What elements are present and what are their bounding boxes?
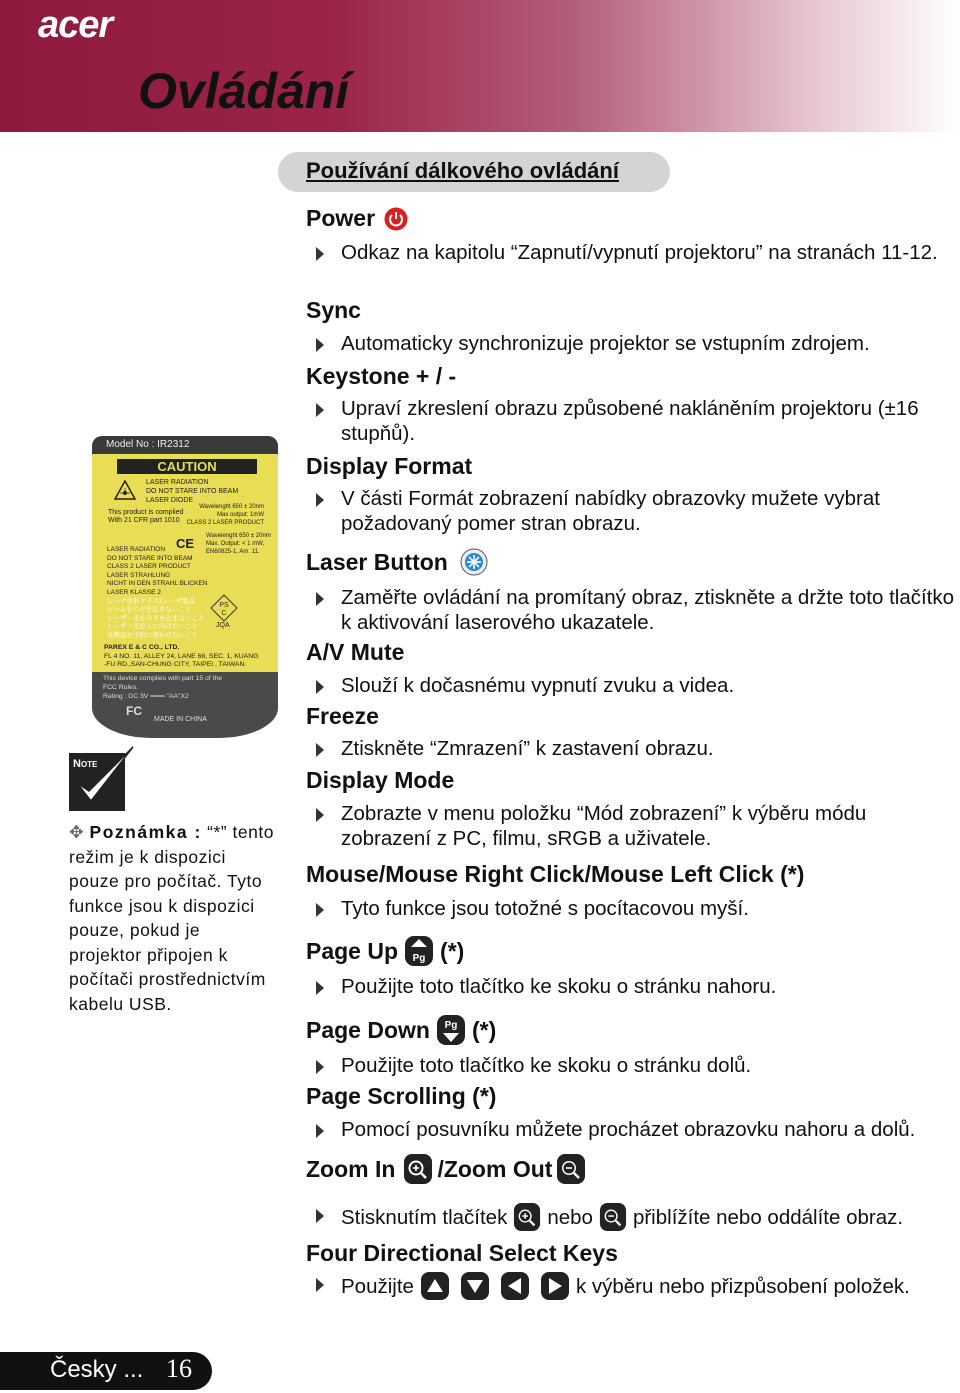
note-body: tento režim je k dispozici pouze pro počítač. Tyto funkce jsou k dispozici pouze, pokud je projektor připojen k počítači prostřednictvím kabelu USB. bbox=[69, 822, 274, 1014]
bullet-arrow-icon bbox=[316, 1278, 324, 1292]
footer-language: Česky ... bbox=[50, 1356, 144, 1383]
pg-label: Pg bbox=[412, 953, 426, 964]
acer-logo: acer bbox=[38, 4, 113, 46]
heading-power bbox=[306, 205, 409, 232]
svg-text:C: C bbox=[221, 610, 227, 617]
heading-page-up-text: Page Up bbox=[306, 937, 399, 964]
label-model: Model No : IR2312 bbox=[92, 436, 278, 454]
power-icon bbox=[383, 206, 409, 232]
bullet-arrow-icon bbox=[316, 743, 324, 757]
bullet-display-format: V části Formát zobrazení nabídky obrazovky mužete vybrat požadovaný pomer stran obrazu. bbox=[316, 486, 956, 536]
bullet-av-mute: Slouží k dočasnému vypnutí zvuku a videa. bbox=[316, 673, 956, 698]
heading-zoom-in-text: Zoom In bbox=[306, 1155, 396, 1182]
heading-page-up-suffix: (*) bbox=[440, 937, 465, 964]
svg-text:PS: PS bbox=[219, 602, 229, 609]
zoom-out-icon bbox=[556, 1153, 586, 1185]
heading-mouse: Mouse/Mouse Right Click/Mouse Left Click (*) bbox=[306, 861, 805, 887]
label-wavelength1: Wavelenght 650 ± 20nm Max output: 1mW CLASS 2 LASER PRODUCT bbox=[186, 504, 264, 526]
note-diamond-icon: ✥ bbox=[69, 822, 85, 842]
pg-label: Pg bbox=[444, 1020, 458, 1031]
bullet-keystone: Upraví zkreslení obrazu způsobené nakláněním projektoru (±16 stupňů). bbox=[316, 396, 956, 446]
bullet-mouse: Tyto funkce jsou totožné s pocítacovou myší. bbox=[316, 896, 956, 921]
page-down-icon bbox=[436, 1014, 466, 1046]
label-complied: This product is complied With 21 CFR part 1010 bbox=[108, 509, 184, 524]
made-in-china: MADE IN CHINA bbox=[154, 716, 207, 723]
bullet-zoom: Stisknutím tlačítek nebo přiblížíte nebo oddálíte obraz. bbox=[316, 1202, 956, 1232]
remote-product-label bbox=[92, 436, 278, 738]
heading-four-directional: Four Directional Select Keys bbox=[306, 1240, 618, 1266]
bullet-sync: Automaticky synchronizuje projektor se vstupním zdrojem. bbox=[316, 331, 956, 356]
bullet-arrow-icon bbox=[316, 981, 324, 995]
psc-mark-icon bbox=[210, 594, 238, 622]
label-caution: CAUTION bbox=[117, 459, 257, 474]
note-checkmark-icon bbox=[69, 745, 137, 811]
heading-laser-button bbox=[306, 548, 488, 576]
heading-power-text: Power bbox=[306, 205, 376, 231]
bullet-arrow-icon bbox=[316, 1124, 324, 1138]
heading-av-mute: A/V Mute bbox=[306, 639, 405, 665]
bullet-display-mode: Zobrazte v menu položku “Mód zobrazení” k výběru módu zobrazení z PC, filmu, sRGB a uživatele. bbox=[316, 801, 956, 851]
heading-zoom bbox=[306, 1153, 586, 1185]
jqa-mark: JQA bbox=[216, 622, 230, 629]
bullet-four-directional: Použijte k výběru nebo přizpůsobení položek. bbox=[316, 1271, 956, 1301]
bullet-arrow-icon bbox=[316, 403, 324, 417]
bullet-arrow-icon bbox=[316, 493, 324, 507]
note-asterisk: “*” bbox=[207, 822, 228, 842]
bullet-arrow-icon bbox=[316, 808, 324, 822]
page-number: 16 bbox=[166, 1354, 192, 1383]
svg-text:Note: Note bbox=[73, 758, 98, 770]
heading-page-down-suffix: (*) bbox=[471, 1016, 497, 1043]
heading-display-format: Display Format bbox=[306, 453, 473, 479]
fc-mark: FC bbox=[126, 704, 142, 718]
heading-keystone: Keystone + / - bbox=[306, 363, 457, 389]
bullet-page-scrolling: Pomocí posuvníku můžete procházet obrazovku nahoru a dolů. bbox=[316, 1117, 956, 1142]
heading-freeze: Freeze bbox=[306, 703, 379, 729]
section-title: Používání dálkového ovládání bbox=[306, 158, 619, 183]
laser-icon bbox=[460, 548, 488, 576]
label-fcc: This device complies with part 15 of the FCC Rules. Rating : DC 3V ═══ "AA"X2 bbox=[103, 675, 223, 700]
zoom-in-icon bbox=[403, 1153, 433, 1185]
label-wavelength2: Wavelenght 650 ± 20nm Max. Output: < 1 mW, EN60825-1, Am. 11. bbox=[206, 533, 271, 555]
heading-page-down-text: Page Down bbox=[306, 1016, 430, 1043]
bullet-page-down: Použijte toto tlačítko ke skoku o stránku dolů. bbox=[316, 1053, 956, 1078]
heading-laser-text: Laser Button bbox=[306, 548, 448, 575]
note-title: Poznámka : bbox=[89, 822, 202, 842]
ce-mark: CE bbox=[176, 536, 195, 551]
bullet-freeze: Ztiskněte “Zmrazení” k zastavení obrazu. bbox=[316, 736, 956, 761]
label-lines1: LASER RADIATION DO NOT STARE INTO BEAM LASER DIODE bbox=[146, 479, 239, 504]
laser-warning-icon bbox=[114, 480, 136, 500]
zoom-in-small-icon bbox=[513, 1202, 541, 1232]
right-key-icon bbox=[540, 1271, 570, 1301]
heading-zoom-out-text: /Zoom Out bbox=[437, 1155, 553, 1182]
bullet-arrow-icon bbox=[316, 338, 324, 352]
bullet-page-up: Použijte toto tlačítko ke skoku o stránku nahoru. bbox=[316, 974, 956, 999]
heading-page-down bbox=[306, 1014, 496, 1046]
bullet-arrow-icon bbox=[316, 680, 324, 694]
bullet-arrow-icon bbox=[316, 592, 324, 606]
bullet-laser-button: Zaměřte ovládání na promítaný obraz, ztiskněte a držte toto tlačítko k aktivování laserového ukazatele. bbox=[316, 585, 956, 635]
label-maker: PAREX E & C CO., LTD. FL 4 NO. 11, ALLEY 24, LANE 68, SEC. 1, KUANG -FU RD.,SAN-CHUNG CITY, TAIPEI , TAIWAN. bbox=[104, 644, 259, 668]
bullet-power: Odkaz na kapitolu “Zapnutí/vypnutí projektoru” na stranách 11-12. bbox=[316, 240, 956, 265]
note-text bbox=[69, 820, 277, 1016]
heading-page-up bbox=[306, 935, 464, 967]
bullet-arrow-icon bbox=[316, 1209, 324, 1223]
page-title: Ovládání bbox=[138, 63, 350, 119]
page-up-icon bbox=[404, 935, 434, 967]
bullet-arrow-icon bbox=[316, 1060, 324, 1074]
heading-page-scrolling: Page Scrolling (*) bbox=[306, 1083, 497, 1109]
heading-sync: Sync bbox=[306, 297, 361, 323]
label-lines2: LASER RADIATION DO NOT STARE INTO BEAM CLASS 2 LASER PRODUCT LASER STRAHLUNG NICHT IN DEN STRAHL BLICKEN LASER KLASSE 2 レーザ放射クラス2レーザ製品 ビームをのぞき込まないこと レーザー光をのぞき込まないこと レーザー光を人に向けないこと 本製品を子供に使わせないこと bbox=[107, 546, 208, 639]
heading-display-mode: Display Mode bbox=[306, 767, 455, 793]
zoom-out-small-icon bbox=[599, 1202, 627, 1232]
bullet-arrow-icon bbox=[316, 903, 324, 917]
up-key-icon bbox=[420, 1271, 450, 1301]
down-key-icon bbox=[460, 1271, 490, 1301]
bullet-arrow-icon bbox=[316, 247, 324, 261]
left-key-icon bbox=[500, 1271, 530, 1301]
